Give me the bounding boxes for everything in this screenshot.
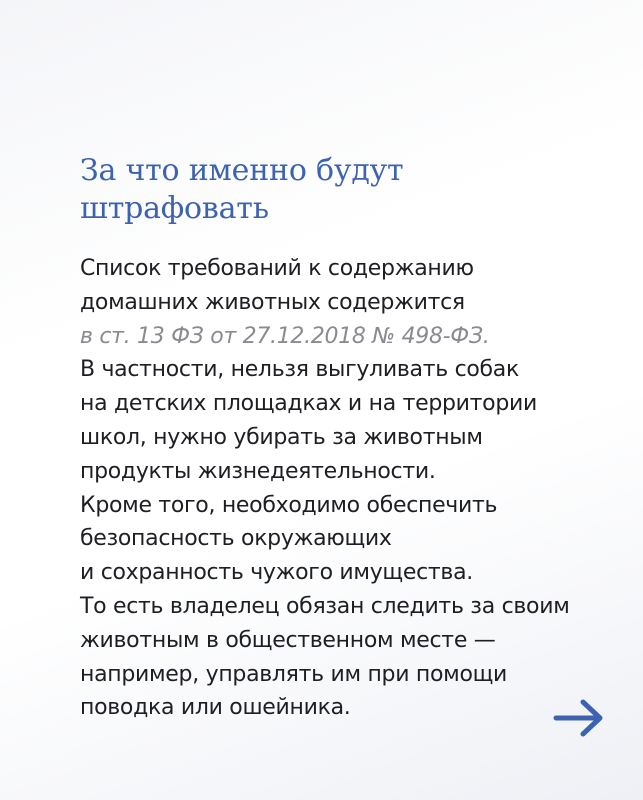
body-line: То есть владелец обязан следить за своим: [80, 593, 570, 619]
body-line: и сохранность чужого имущества.: [80, 560, 473, 586]
body-line: животным в общественном месте —: [80, 627, 496, 653]
body-line: Кроме того, необходимо обеспечить: [80, 492, 498, 518]
body-line: на детских площадках и на территории: [80, 391, 537, 417]
heading-line: штрафовать: [80, 191, 269, 226]
law-reference: в ст. 13 ФЗ от 27.12.2018 № 498-ФЗ.: [80, 323, 490, 349]
next-button[interactable]: [552, 697, 606, 739]
body-line: поводка или ошейника.: [80, 695, 351, 721]
body-line: например, управлять им при помощи: [80, 661, 508, 687]
body-line: В частности, нельзя выгуливать собак: [80, 357, 519, 383]
arrow-right-icon: [552, 697, 606, 739]
body-line: домашних животных содержится: [80, 289, 465, 315]
body-line: школ, нужно убирать за животным: [80, 424, 483, 450]
heading-line: За что именно будут: [80, 153, 404, 188]
slide-heading: [80, 152, 560, 228]
body-line: продукты жизнедеятельности.: [80, 458, 436, 484]
body-line: безопасность окружающих: [80, 526, 392, 552]
slide-body: [80, 252, 620, 725]
body-line: Список требований к содержанию: [80, 256, 474, 281]
